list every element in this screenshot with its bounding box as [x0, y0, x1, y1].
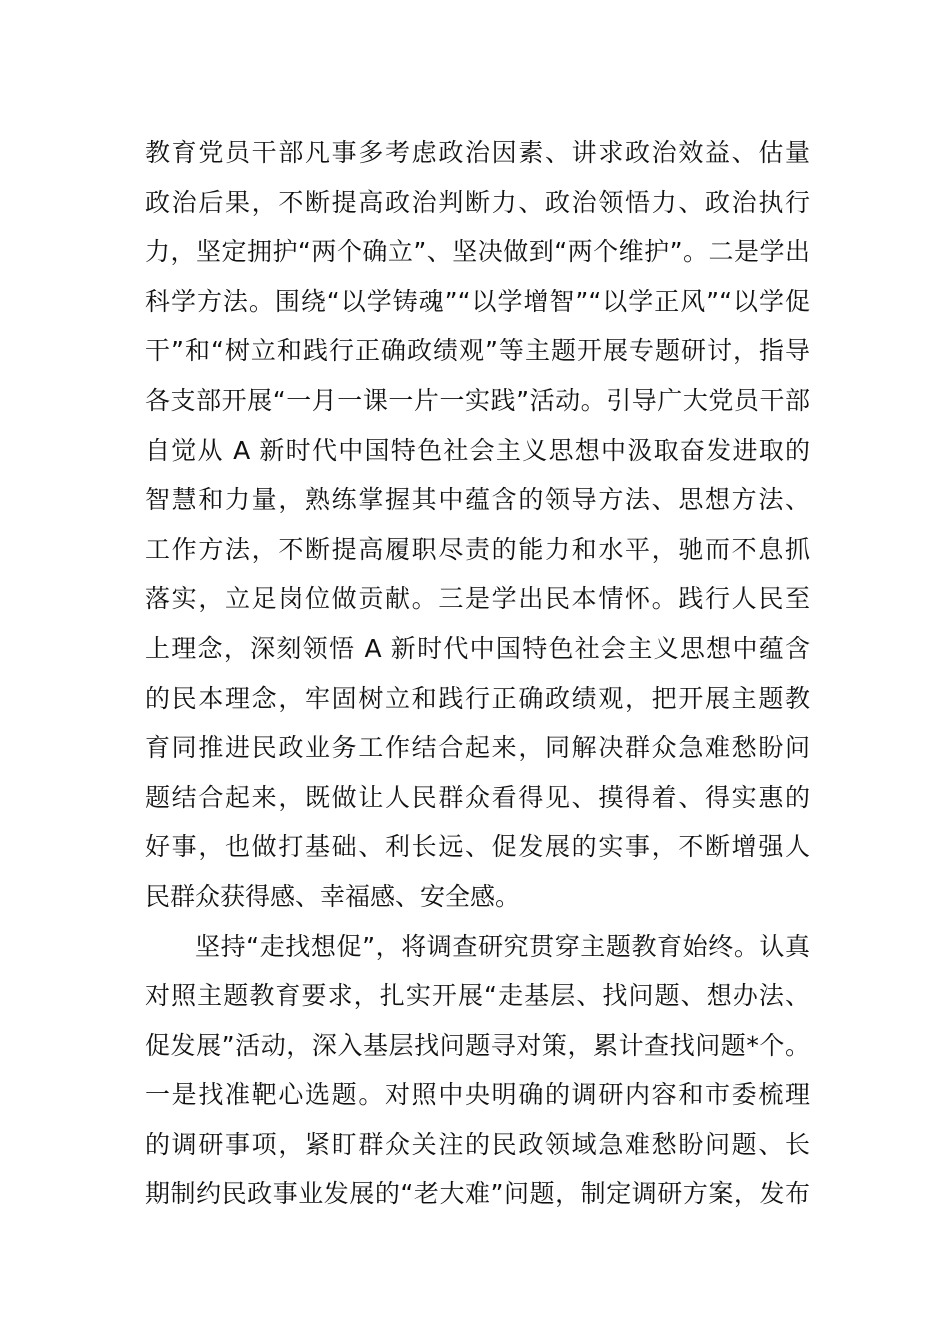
text-line: 工作方法，不断提高履职尽责的能力和水平，驰而不息抓	[145, 534, 810, 564]
text-line: 各支部开展“一月一课一片一实践”活动。引导广大党员干部	[145, 385, 810, 415]
text-line: 力，坚定拥护“两个确立”、坚决做到“两个维护”。二是学出	[145, 237, 810, 267]
text-line: 好事，也做打基础、利长远、促发展的实事，不断增强人	[145, 832, 810, 862]
text-line: 期制约民政事业发展的“老大难”问题，制定调研方案，发布	[145, 1179, 810, 1209]
text-line: 干”和“树立和践行正确政绩观”等主题开展专题研讨，指导	[145, 336, 810, 366]
text-line: 一是找准靶心选题。对照中央明确的调研内容和市委梳理	[145, 1080, 810, 1110]
text-line: 科学方法。围绕“以学铸魂”“以学增智”“以学正风”“以学促	[145, 286, 810, 316]
text-line: 政治后果，不断提高政治判断力、政治领悟力、政治执行	[145, 187, 810, 217]
text-line: 的民本理念，牢固树立和践行正确政绩观，把开展主题教	[145, 683, 810, 713]
text-line: 促发展”活动，深入基层找问题寻对策，累计查找问题*个。	[145, 1030, 810, 1060]
text-line: 题结合起来，既做让人民群众看得见、摸得着、得实惠的	[145, 782, 810, 812]
text-line: 落实，立足岗位做贡献。三是学出民本情怀。践行人民至	[145, 584, 810, 614]
text-line: 自觉从 A 新时代中国特色社会主义思想中汲取奋发进取的	[145, 435, 810, 465]
text-line: 智慧和力量，熟练掌握其中蕴含的领导方法、思想方法、	[145, 485, 810, 515]
text-line: 的调研事项，紧盯群众关注的民政领域急难愁盼问题、长	[145, 1129, 810, 1159]
text-line: 教育党员干部凡事多考虑政治因素、讲求政治效益、估量	[145, 138, 810, 167]
text-line: 育同推进民政业务工作结合起来，同解决群众急难愁盼问	[145, 733, 810, 763]
text-line: 上理念，深刻领悟 A 新时代中国特色社会主义思想中蕴含	[145, 633, 810, 663]
body-text	[145, 128, 810, 1219]
text-line: 对照主题教育要求，扎实开展“走基层、找问题、想办法、	[145, 981, 810, 1011]
paragraph-start-line: 坚持“走找想促”，将调查研究贯穿主题教育始终。认真	[195, 931, 810, 961]
paragraph-end-line: 民群众获得感、幸福感、安全感。	[145, 881, 521, 911]
